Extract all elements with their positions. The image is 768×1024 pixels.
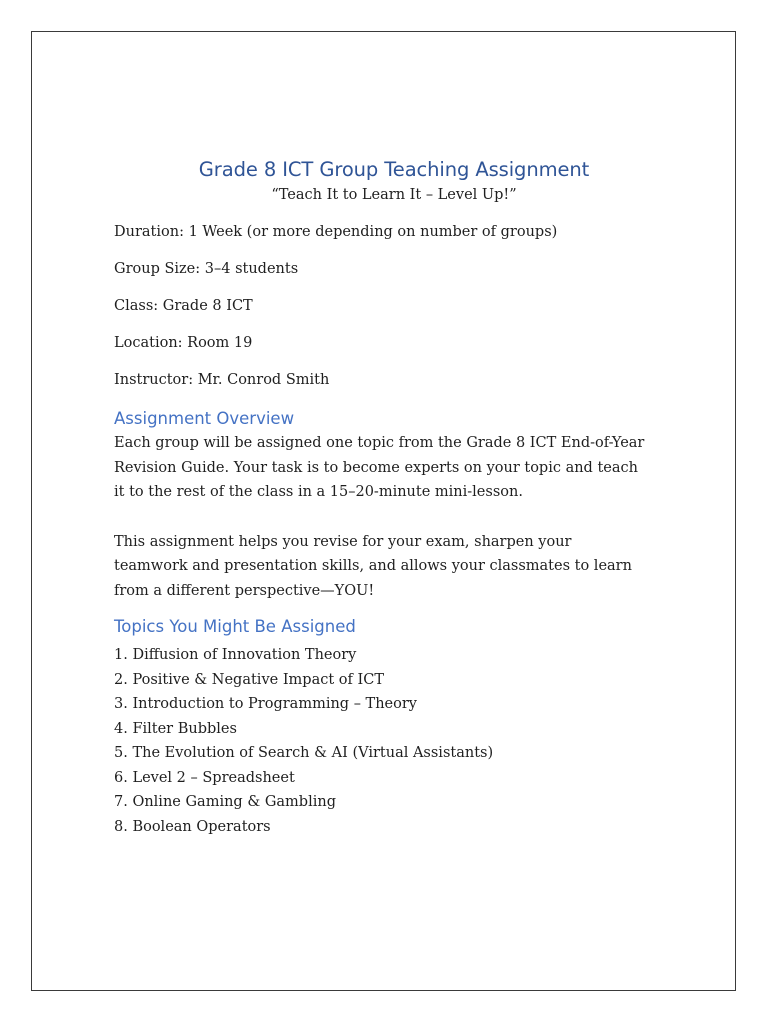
topic-item: 7. Online Gaming & Gambling [114, 794, 336, 810]
document-page [31, 31, 736, 991]
topic-item: 4. Filter Bubbles [114, 720, 237, 737]
document-content [114, 156, 674, 839]
topic-item: 5. The Evolution of Search & AI (Virtual Assistants) [114, 745, 494, 761]
topics-heading: Topics You Might Be Assigned [114, 617, 356, 636]
overview-paragraph-1 [114, 431, 674, 505]
overview-heading: Assignment Overview [114, 409, 295, 428]
overview-line: This assignment helps you revise for your exam, sharpen your [114, 533, 572, 550]
detail-instructor: Instructor: Mr. Conrod Smith [114, 372, 330, 388]
assignment-details [114, 221, 674, 391]
overview-line: Revision Guide. Your task is to become experts on your topic and teach [114, 459, 638, 476]
detail-location: Location: Room 19 [114, 335, 253, 351]
topics-list [114, 643, 674, 839]
overview-line: teamwork and presentation skills, and allows your classmates to learn [114, 558, 632, 574]
document-subtitle: “Teach It to Learn It – Level Up!” [271, 187, 517, 203]
topic-item: 3. Introduction to Programming – Theory [114, 696, 417, 712]
topic-item: 2. Positive & Negative Impact of ICT [114, 671, 384, 688]
detail-group-size: Group Size: 3–4 students [114, 261, 299, 277]
topic-item: 1. Diffusion of Innovation Theory [114, 647, 357, 663]
document-title: Grade 8 ICT Group Teaching Assignment [198, 158, 590, 181]
overview-line: it to the rest of the class in a 15–20-minute mini-lesson. [114, 484, 523, 500]
detail-duration: Duration: 1 Week (or more depending on number of groups) [114, 224, 558, 240]
paragraph-spacer [114, 505, 674, 530]
overview-paragraph-2 [114, 530, 674, 604]
overview-line: Each group will be assigned one topic from the Grade 8 ICT End-of-Year [114, 435, 645, 451]
topic-item: 6. Level 2 – Spreadsheet [114, 769, 295, 786]
detail-class: Class: Grade 8 ICT [114, 298, 253, 314]
topic-item: 8. Boolean Operators [114, 818, 271, 835]
overview-line: from a different perspective—YOU! [114, 582, 375, 599]
